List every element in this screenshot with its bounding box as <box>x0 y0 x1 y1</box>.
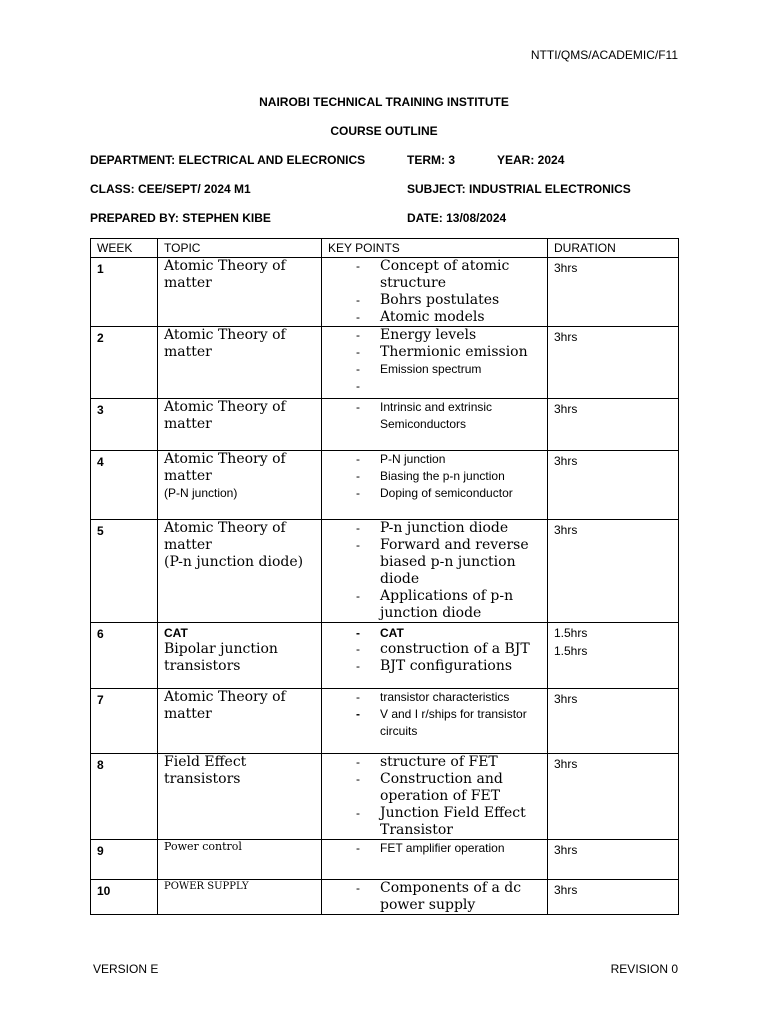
topic-line: CAT <box>164 626 188 640</box>
document-title: COURSE OUTLINE <box>330 124 438 138</box>
term-field: TERM: 3 <box>407 153 455 167</box>
duration-value: 3hrs <box>554 402 578 416</box>
key-point: - BJT configurations <box>340 658 541 675</box>
key-point: - V and I r/ships for transistor circuits <box>340 706 541 740</box>
key-point: - structure of FET <box>340 754 541 771</box>
year-field: YEAR: 2024 <box>497 153 565 167</box>
key-points-cell <box>322 623 548 689</box>
topic-cell <box>158 451 322 520</box>
duration-value: 3hrs <box>554 883 578 897</box>
topic-cell <box>158 399 322 451</box>
table-row <box>91 689 679 754</box>
table-row <box>91 520 679 623</box>
key-points-list <box>328 399 541 433</box>
duration-value: 3hrs <box>554 523 578 537</box>
key-point: - Biasing the p-n junction <box>340 468 541 485</box>
table-row <box>91 880 679 915</box>
key-points-cell <box>322 451 548 520</box>
key-points-list <box>328 451 541 502</box>
topic-line: Atomic Theory of matter <box>164 258 286 291</box>
table-header-row <box>91 239 679 258</box>
topic-line: Atomic Theory of matter <box>164 399 286 432</box>
key-point: - CAT <box>340 623 541 641</box>
key-points-list <box>328 258 541 326</box>
key-points-cell <box>322 399 548 451</box>
subject-field: SUBJECT: INDUSTRIAL ELECTRONICS <box>407 182 631 196</box>
key-points-list <box>328 520 541 622</box>
key-point <box>340 378 541 395</box>
duration-value: 3hrs <box>554 757 578 771</box>
key-points-cell <box>322 327 548 399</box>
key-point: - Atomic models <box>340 309 541 326</box>
topic-cell <box>158 258 322 327</box>
topic-cell <box>158 880 322 915</box>
table-row <box>91 840 679 880</box>
topic-cell <box>158 840 322 880</box>
topic-cell <box>158 623 322 689</box>
class-field: CLASS: CEE/SEPT/ 2024 M1 <box>90 182 251 196</box>
topic-line: POWER SUPPLY <box>164 881 249 892</box>
key-points-cell <box>322 880 548 915</box>
key-points-cell <box>322 689 548 754</box>
duration-value: 1.5hrs <box>554 644 588 658</box>
key-point: - Bohrs postulates <box>340 292 541 309</box>
topic-subline: (P-N junction) <box>164 486 238 500</box>
key-points-list <box>328 327 541 395</box>
topic-line: Field Effect transistors <box>164 754 247 787</box>
week-cell: 2 <box>91 327 158 399</box>
date-field: DATE: 13/08/2024 <box>407 211 507 225</box>
duration-value: 3hrs <box>554 692 578 706</box>
key-point: - Doping of semiconductor <box>340 485 541 502</box>
week-cell: 10 <box>91 880 158 915</box>
key-points-list <box>328 840 541 857</box>
duration-value: 3hrs <box>554 330 578 344</box>
key-point: - construction of a BJT <box>340 641 541 658</box>
duration-cell <box>548 689 679 754</box>
week-cell: 1 <box>91 258 158 327</box>
duration-value: 1.5hrs <box>554 626 588 640</box>
table-row <box>91 327 679 399</box>
duration-cell <box>548 880 679 915</box>
key-point: - Junction Field Effect Transistor <box>340 805 541 839</box>
table-row <box>91 754 679 840</box>
table-row <box>91 399 679 451</box>
duration-cell <box>548 754 679 840</box>
key-point: - Emission spectrum <box>340 361 541 378</box>
topic-subline: (P-n junction diode) <box>164 554 304 570</box>
key-points-cell <box>322 520 548 623</box>
week-cell: 9 <box>91 840 158 880</box>
week-cell: 4 <box>91 451 158 520</box>
week-cell: 3 <box>91 399 158 451</box>
department-field: DEPARTMENT: ELECTRICAL AND ELECRONICS <box>90 153 366 167</box>
prepared-by-field: PREPARED BY: STEPHEN KIBE <box>90 211 271 225</box>
column-header-key-points: KEY POINTS <box>322 239 548 258</box>
topic-subline: Bipolar junction transistors <box>164 641 278 674</box>
document-reference: NTTI/QMS/ACADEMIC/F11 <box>530 48 678 62</box>
footer-version: VERSION E <box>93 962 159 976</box>
key-points-list <box>328 880 541 914</box>
key-point: - Applications of p-n junction diode <box>340 588 541 622</box>
week-cell: 8 <box>91 754 158 840</box>
table-row <box>91 623 679 689</box>
key-point: - Forward and reverse biased p-n junction diode <box>340 537 541 588</box>
column-header-week: WEEK <box>91 239 158 258</box>
key-point: - P-N junction <box>340 451 541 468</box>
topic-cell <box>158 754 322 840</box>
key-points-list <box>328 689 541 740</box>
key-point: - Energy levels <box>340 327 541 344</box>
key-point: - Construction and operation of FET <box>340 771 541 805</box>
key-point: - Thermionic emission <box>340 344 541 361</box>
duration-cell <box>548 327 679 399</box>
topic-line: Power control <box>164 840 242 853</box>
key-points-cell <box>322 754 548 840</box>
key-points-list <box>328 623 541 675</box>
topic-cell <box>158 520 322 623</box>
topic-line: Atomic Theory of matter <box>164 689 286 722</box>
duration-cell <box>548 520 679 623</box>
week-cell: 5 <box>91 520 158 623</box>
table-row <box>91 258 679 327</box>
institute-name: NAIROBI TECHNICAL TRAINING INSTITUTE <box>259 95 509 109</box>
key-point: - Intrinsic and extrinsic Semiconductors <box>340 399 541 433</box>
topic-line: Atomic Theory of matter <box>164 327 286 360</box>
footer-revision: REVISION 0 <box>610 962 678 976</box>
duration-value: 3hrs <box>554 261 578 275</box>
key-points-cell <box>322 840 548 880</box>
topic-line: Atomic Theory of matter <box>164 451 286 484</box>
course-outline-table <box>90 238 679 915</box>
table-row <box>91 451 679 520</box>
key-point: - FET amplifier operation <box>340 840 541 857</box>
topic-cell <box>158 689 322 754</box>
key-point: - transistor characteristics <box>340 689 541 706</box>
duration-cell <box>548 623 679 689</box>
duration-cell <box>548 840 679 880</box>
column-header-topic: TOPIC <box>158 239 322 258</box>
duration-cell <box>548 451 679 520</box>
key-point: - Components of a dc power supply <box>340 880 541 914</box>
key-point: - Concept of atomic structure <box>340 258 541 292</box>
topic-cell <box>158 327 322 399</box>
duration-cell <box>548 258 679 327</box>
key-point: - P-n junction diode <box>340 520 541 537</box>
week-cell: 6 <box>91 623 158 689</box>
duration-cell <box>548 399 679 451</box>
duration-value: 3hrs <box>554 843 578 857</box>
duration-value: 3hrs <box>554 454 578 468</box>
key-points-cell <box>322 258 548 327</box>
topic-line: Atomic Theory of matter <box>164 520 286 553</box>
week-cell: 7 <box>91 689 158 754</box>
key-points-list <box>328 754 541 839</box>
column-header-duration: DURATION <box>548 239 679 258</box>
